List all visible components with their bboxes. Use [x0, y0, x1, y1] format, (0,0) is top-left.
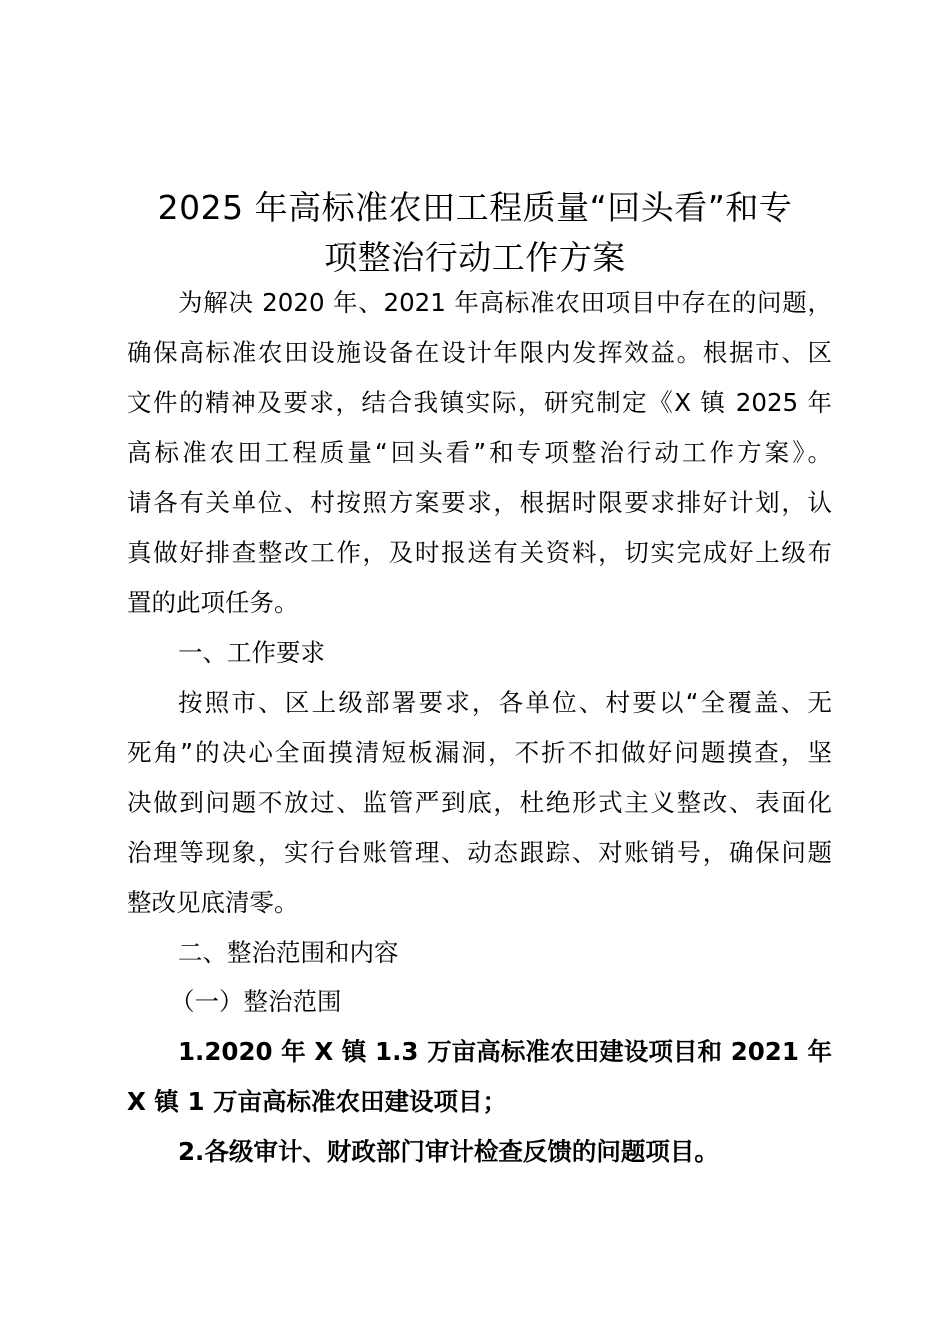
intro-line-6: 真做好排查整改工作，及时报送有关资料，切实完成好上级布: [127, 538, 832, 567]
scope-item-1-line-1: 1.2020 年 X 镇 1.3 万亩高标准农田建设项目和 2021 年: [178, 1037, 832, 1066]
intro-line-7: 置的此项任务。: [127, 588, 299, 617]
intro-line-4: 高标准农田工程质量“回头看”和专项整治行动工作方案》。: [127, 438, 832, 467]
scope-item-1-line-2: X 镇 1 万亩高标准农田建设项目；: [127, 1087, 508, 1116]
document-title: [120, 183, 830, 283]
section-1-line-5: 整改见底清零。: [127, 888, 299, 917]
section-1-line-2: 死角”的决心全面摸清短板漏洞，不折不扣做好问题摸查，坚: [127, 738, 832, 767]
intro-line-1: 为解决 2020 年、2021 年高标准农田项目中存在的问题，: [178, 288, 832, 317]
section-1-line-4: 治理等现象，实行台账管理、动态跟踪、对账销号，确保问题: [127, 838, 832, 867]
section-1-line-3: 决做到问题不放过、监管严到底，杜绝形式主义整改、表面化: [127, 788, 832, 817]
scope-item-2: 2.各级审计、财政部门审计检查反馈的问题项目。: [178, 1137, 719, 1166]
section-1-line-1: 按照市、区上级部署要求，各单位、村要以“全覆盖、无: [178, 688, 832, 717]
intro-line-3: 文件的精神及要求，结合我镇实际，研究制定《X 镇 2025 年: [127, 388, 832, 417]
title-line-1: 2025 年高标准农田工程质量“回头看”和专: [157, 188, 793, 227]
section-2-heading: 二、整治范围和内容: [178, 938, 399, 967]
section-1-heading: 一、工作要求: [178, 638, 325, 667]
title-line-2: 项整治行动工作方案: [324, 238, 626, 277]
section-2-subheading: （一）整治范围: [170, 987, 342, 1016]
intro-line-2: 确保高标准农田设施设备在设计年限内发挥效益。根据市、区: [127, 338, 832, 367]
intro-line-5: 请各有关单位、村按照方案要求，根据时限要求排好计划，认: [127, 488, 832, 517]
